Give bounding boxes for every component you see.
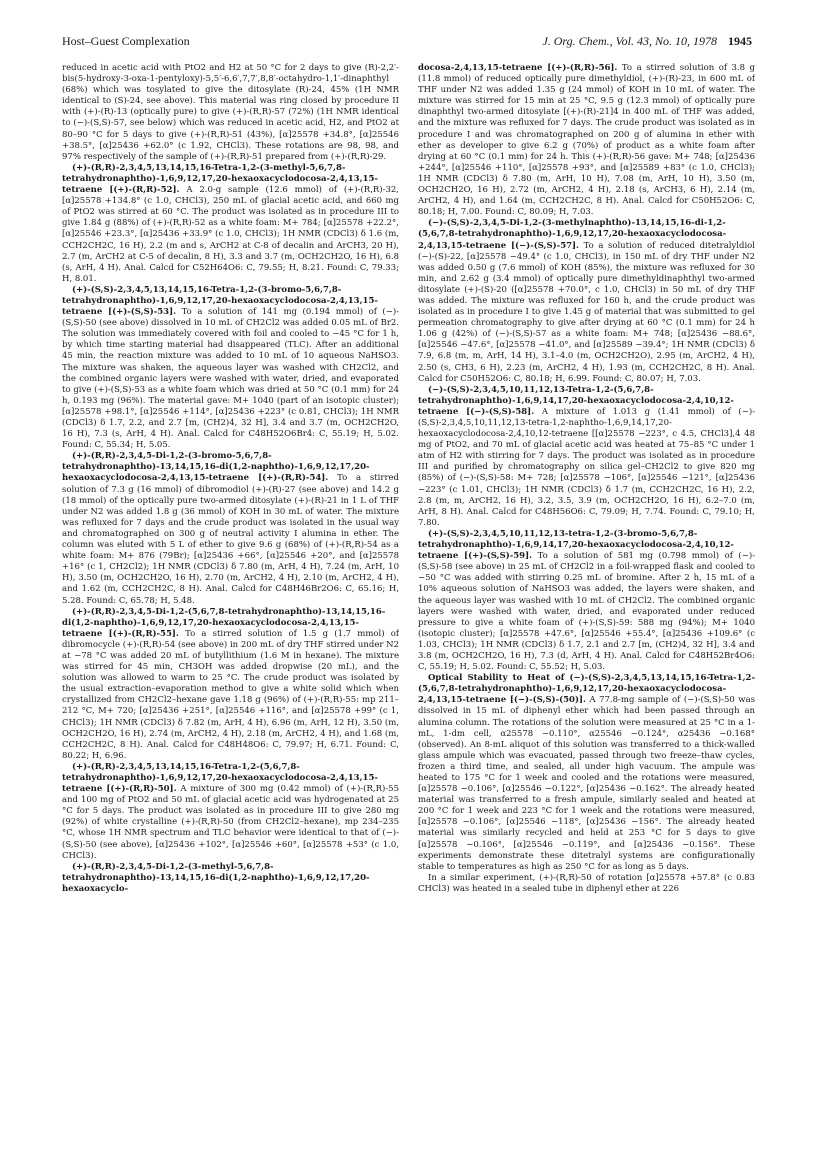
paragraph: [418, 63, 755, 218]
experimental-entry: [62, 163, 399, 285]
compound-title: (−)-(S,S)-2,3,4,5-Di-1,2-(3-methylnaphtho)-13,14,15,16-di-1,2-(5,6,7,8-tetrahydronaphtho)-1,6,9,12,17,20-hexaoxacyclodocosa-2,4,13,15-tetraene [(−)-(S,S)-57].: [418, 218, 727, 251]
experimental-entry: [418, 529, 755, 673]
experimental-entry: [62, 762, 399, 862]
compound-title: (+)-(R,R)-2,3,4,5-Di-1,2-(3-bromo-5,6,7,8-tetrahydronaphtho)-13,14,15,16-di(1,2-naphtho)-1,6,9,12,17,20-hexaoxacyclodocosa-2,4,13,15-tetraene [(+)-(R,R)-54].: [62, 451, 370, 484]
paragraph-text: A 2.0-g sample (12.6 mmol) of (+)-(R,R)-32, [α]25578 +134.8° (c 1.0, CHCl3), 250 mL of glacial acetic acid, and 660 mg of PtO2 was stirred at 60 °C. The product was isolated as in procedure III to give 1.84 g (88%) of (+)-(R,R)-52 as a white foam: M+ 784; [α]25578 +22.2°, [α]25546 +23.3°, [α]25436 +33.9° (c 1.0, CHCl3); 1H NMR (CDCl3) δ 1.6 (m, CCH2CH2C, 16 H), 2.2 (m and s, ArCH2 at C-8 of decalin and ArCH3, 20 H), 2.7 (m, ArCH2 at C-5 of decalin, 8 H), 3.3 and 3.7 (m, OCH2CH2O, 16 H), 6.8 (s, ArH, 4 H). Anal. Calcd for C52H64O6: C, 79.55; H, 8.21. Found: C, 79.33; H, 8.01.: [62, 185, 399, 284]
paragraph-text: A mixture of 1.013 g (1.41 mmol) of (−)-(S,S)-2,3,4,5,10,11,12,13-tetra-1,2-naphtho-1,6,9,14,17,20-hexaoxacyclodocosa-2,4,10,12-tetraene [[α]25578 −223°, c 4.5, CHCl3],4 48 mg of PtO2, and 70 mL of glacial acetic acid was heated at 75–85 °C under 1 atm of H2 with stirring for 7 days. The product was isolated as in procedure III and purified by chromatography on silica gel–CH2Cl2 to give 820 mg (85%) of (−)-(S,S)-58: M+ 728; [α]25578 −106°, [α]25546 −121°, [α]25436 −223° (c 1.01, CHCl3); 1H NMR (CDCl3) δ 1.7 (m, CCH2CH2C, 16 H), 2.2, 2.8 (m, m, ArCH2, 16 H), 3.2, 3.5, 3.9 (m, OCH2CH2O, 16 H), 6.2–7.0 (m, ArH, 8 H). Anal. Calcd for C48H56O6: C, 79.09; H, 7.74. Found: C, 79.10; H, 7.80.: [418, 406, 755, 528]
compound-title: (+)-(R,R)-2,3,4,5,13,14,15,16-Tetra-1,2-(5,6,7,8-tetrahydronaphtho)-1,6,9,12,17,20-hexaoxacyclodocosa-2,4,13,15-tetraene [(+)-(R,R)-50].: [62, 761, 378, 795]
running-title: Host–Guest Complexation: [62, 34, 190, 48]
compound-title: docosa-2,4,13,15-tetraene [(+)-(R,R)-56].: [418, 63, 618, 73]
paragraph-text: reduced in acetic acid with PtO2 and H2 at 50 °C for 2 days to give (R)-2,2′-bis(5-hydroxy-3-oxa-1-pentyloxy)-5,5′-6,6′,7,7′,8,8′-octahydro-1,1′-dinaphthyl (68%) which was tosylated to give the ditosylate (R)-24, 45% (1H NMR identical to (S)-24, see above). This material was ring closed by procedure II with (+)-(R)-13 (optically pure) to give (+)-(R,R)-57 (72%) (1H NMR identical to (−)-(S,S)-57, see below) which was reduced in acetic acid, H2, and PtO2 at 80–90 °C for 5 days to give (+)-(R,R)-51 (43%), [α]25578 +34.8°, [α]25546 +38.5°, [α]25436 +62.0° (c 1.92, CHCl3). These rotations are 98, 98, and 97% respectively of the sample of (+)-(R,R)-51 prepared from (+)-(R,R)-29.: [62, 63, 399, 162]
paragraph-text: To a stirred solution of 1.5 g (1.7 mmol) of dibromocycle (+)-(R,R)-54 (see above) in 200 mL of dry THF stirred under N2 at −78 °C was added 20 mL of butyllithium (1.6 M in hexane). The mixture was stirred for 45 min, CH3OH was added dropwise (20 mL), and the solution was allowed to warm to 25 °C. The crude product was isolated by the usual extraction–evaporation method to give a white solid which when crystallized from CH2Cl2–hexane gave 1.18 g (96%) of (+)-(R,R)-55: mp 211–212 °C, M+ 720; [α]25436 +251°, [α]25546 +116°, and [α]25578 +99° (c 1, CHCl3); 1H NMR (CDCl3) δ 7.82 (m, ArH, 4 H), 6.96 (m, ArH, 12 H), 3.50 (m, OCH2CH2O, 16 H), 2.74 (m, ArCH2, 4 H), 2.18 (m, ArCH2, 4 H), and 1.68 (m, CCH2CH2C, 8 H). Anal. Calcd for C48H48O6: C, 79.97; H, 6.71. Found: C, 80.22; H, 6.96.: [62, 628, 399, 761]
compound-title: (+)-(R,R)-2,3,4,5,13,14,15,16-Tetra-1,2-(3-methyl-5,6,7,8-tetrahydronaphtho)-1,6,9,12,17,20-hexaoxacyclodocosa-2,4,13,15-tetraene [(+)-(R,R)-52].: [62, 162, 378, 196]
experimental-entry: [62, 862, 399, 895]
paragraph-text: A mixture of 300 mg (0.42 mmol) of (+)-(R,R)-55 and 100 mg of PtO2 and 50 mL of glacial acetic acid was hydrogenated at 25 °C for 5 days. The product was isolated as in procedure III to give 280 mg (92%) of white crystalline (+)-(R,R)-50 (from CH2Cl2–hexane), mp 234–235 °C, whose 1H NMR spectrum and TLC behavior were identical to that of (−)-(S,S)-50 (see above), [α]25436 +102°, [α]25546 +60°, [α]25578 +53° (c 1.0, CHCl3).: [62, 784, 399, 861]
left-column: [62, 63, 399, 1148]
compound-title: (+)-(R,R)-2,3,4,5-Di-1,2-(5,6,7,8-tetrahydronaphtho)-13,14,15,16-di(1,2-naphtho)-1,6,9,12,17,20-hexaoxacyclodocosa-2,4,13,15-tetraene [(+)-(R,R)-55].: [62, 606, 386, 639]
experimental-entry: [62, 285, 399, 451]
experimental-entry: [418, 385, 755, 529]
paragraph: [62, 63, 399, 163]
compound-title: (+)-(R,R)-2,3,4,5-Di-1,2-(3-methyl-5,6,7,8-tetrahydronaphtho)-13,14,15,16-di(1,2-naphtho)-1,6,9,12,17,20-hexaoxacyclo-: [62, 861, 370, 894]
paragraph-text: To a stirred solution of 7.3 g (16 mmol) of dibromodiol (+)-(R)-27 (see above) and 14.2 g (18 mmol) of the optically pure two-armed ditosylate (+)-(R)-21 in 1 L of THF under N2 was added 1.8 g (36 mmol) of KOH in 30 mL of water. The mixture was refluxed for 7 days and the crude product was isolated in the usual way and chromatographed on 300 g of neutral activity I alumina in ether. The column was eluted with 5 L of ether to give 9.6 g (68%) of (+)-(R,R)-54 as a white foam: M+ 876 (79Br); [α]25436 +66°, [α]25546 +20°, and [α]25578 +16° (c 1, CH2Cl2); 1H NMR (CDCl3) δ 7.80 (m, ArH, 4 H), 7.24 (m, ArH, 10 H), 3.50 (m, OCH2CH2O, 16 H), 2.70 (m, ArCH2, 4 H), 2.10 (m, ArCH2, 4 H), and 1.62 (m, CCH2CH2C, 8 H). Anal. Calcd for C48H46Br2O6: C, 65.16; H, 5.28. Found: C, 65.78; H, 5.48.: [62, 473, 399, 606]
compound-title: Optical Stability to Heat of (−)-(S,S)-2,3,4,5,13,14,15,16-Tetra-1,2-(5,6,7,8-tetrahydronaphtho)-1,6,9,12,17,20-hexaoxacyclodocosa-2,4,13,15-tetraene [(−)-(S,S)-(50)].: [418, 673, 755, 706]
compound-title: (−)-(S,S)-2,3,4,5,10,11,12,13-Tetra-1,2-(5,6,7,8-tetrahydronaphtho)-1,6,9,14,17,20-hexaoxacyclodocosa-2,4,10,12-tetraene [(−)-(S,S)-58].: [418, 384, 734, 417]
journal-name: J. Org. Chem., Vol. 43, No. 10, 1978: [542, 34, 717, 48]
page-number: 1945: [728, 34, 752, 48]
experimental-entry: [418, 673, 755, 873]
experimental-entry: [62, 451, 399, 606]
compound-title: (+)-(S,S)-2,3,4,5,10,11,12,13-tetra-1,2-(3-bromo-5,6,7,8-tetrahydronaphtho)-1,6,9,14,17,20-hexaoxacyclodocosa-2,4,10,12-tetraene [(+)-(S,S)-59].: [418, 528, 734, 562]
paragraph-text: A 77.8-mg sample of (−)-(S,S)-50 was dissolved in 15 mL of diphenyl ether which had been passed through an alumina column. The rotations of the solution were measured at 25 °C in a 1-mL, 1-dm cell, α25578 −0.110°, α25546 −0.124°, α25436 −0.168° (observed). An 8-mL aliquot of this solution was transferred to a thick-walled glass ampule which was evacuated, passed through two freeze–thaw cycles, frozen a third time, and sealed, all under high vacuum. The ampule was heated to 175 °C for 1 week and cooled and the rotations were measured, [α]25578 −0.106°, [α]25546 −0.122°, [α]25436 −0.162°. The already heated material was transferred to a fresh ampule, similarly sealed and heated at 200 °C for 1 week and 223 °C for 1 week and the rotations were measured, [α]25578 −0.106°, [α]25546 −118°, [α]25436 −156°. The already heated material was similarly recycled and held at 253 °C for 5 days to give [α]25578 −0.106°, [α]25546 −0.119°, and [α]25436 −0.156°. These experiments demonstrate these ditetralyl systems are configurationally stable to temperatures as high as 250 °C for as long as 5 days.: [418, 695, 755, 872]
journal-citation: [542, 34, 752, 49]
right-column: [418, 63, 755, 1148]
compound-title: (+)-(S,S)-2,3,4,5,13,14,15,16-Tetra-1,2-(3-bromo-5,6,7,8-tetrahydronaphtho)-1,6,9,12,17,20-hexaoxacyclodocosa-2,4,13,15-tetraene [(+)-(S,S)-53].: [62, 284, 378, 318]
paragraph-text: In a similar experiment, (+)-(R,R)-50 of rotation [α]25578 +57.8° (c 0.83 CHCl3) was heated in a sealed tube in diphenyl ether at 226: [418, 872, 755, 894]
paragraph-text: To a solution of 581 mg (0.798 mmol) of (−)-(S,S)-58 (see above) in 25 mL of CH2Cl2 in a foil-wrapped flask and cooled to −50 °C was added with stirring 0.25 mL of bromine. After 2 h, 15 mL of a 10% aqueous solution of NaHSO3 was added, the layers were shaken, and the aqueous layer was washed with 10 mL of CH2Cl2. The combined organic layers were washed with water, dried, and evaporated under reduced pressure to give a white foam of (+)-(S,S)-59: 588 mg (94%); M+ 1040 (isotopic cluster); [α]25578 +47.6°, [α]25546 +55.4°, [α]25436 +109.6° (c 1.03, CHCl3); 1H NMR (CDCl3) δ 1.7, 2.1 and 2.7 [m, (CH2)4, 32 H], 3.4 and 3.8 (m, OCH2CH2O, 16 H), 7.3 (d, ArH, 4 H). Anal. Calcd for C48H52Br4O6: C, 55.19; H, 5.02. Found: C, 55.52; H, 5.03.: [418, 551, 755, 673]
experimental-entry: [418, 218, 755, 384]
running-header: [62, 34, 752, 50]
paragraph-text: To a stirred solution of 3.8 g (11.8 mmol) of reduced optically pure dimethyldiol, (+)-(R)-23, in 600 mL of THF under N2 was added 1.35 g (24 mmol) of KOH in 10 mL of water. The mixture was stirred for 15 min at 25 °C, 9.5 g (12.3 mmol) of optically pure dinaphthyl two-armed ditosylate [(+)-(R)-21]4 in 400 mL of THF was added, and the mixture was refluxed for 7 days. The crude product was isolated as in procedure I and was chromatographed on 200 g of alumina in ether with ether as developer to give 6.2 g (70%) of product as a white foam after drying at 60 °C (0.1 mm) for 24 h. This (+)-(R,R)-56 gave: M+ 748; [α]25436 +244°, [α]25546 +110°, [α]25578 +93°, and [α]25589 +83° (c 1.0, CHCl3); 1H NMR (CDCl3) δ 7.80 (m, ArH, 10 H), 7.08 (m, ArH, 10 H), 3.50 (m, OCH2CH2O, 16 H), 2.72 (m, ArCH2, 4 H), 2.18 (s, ArCH3, 6 H), 2.14 (m, ArCH2, 4 H), and 1.64 (m, CCH2CH2C, 8 H). Anal. Calcd for C50H52O6: C, 80.18; H, 7.00. Found: C, 80.09; H, 7.03.: [418, 63, 755, 218]
paragraph-text: To a solution of 141 mg (0.194 mmol) of (−)-(S,S)-50 (see above) dissolved in 10 mL of CH2Cl2 was added 0.05 mL of Br2. The solution was immediately covered with foil and cooled to −45 °C for 1 h, by which time starting material had disappeared (TLC). After an additional 45 min, the reaction mixture was added to 10 mL of 10 aqueous NaHSO3. The mixture was shaken, the aqueous layer was washed with CH2Cl2, and the combined organic layers were washed with water, dried, and evaporated to give (+)-(S,S)-53 as a white foam which was dried at 50 °C (0.1 mm) for 24 h, 0.193 mg (96%). The material gave: M+ 1040 (part of an isotopic cluster); [α]25578 +98.1°, [α]25546 +114°, [α]25436 +223° (c 0.81, CHCl3); 1H NMR (CDCl3) δ 1.7, 2.2, and 2.7 [m, (CH2)4, 32 H], 3.4 and 3.7 (m, OCH2CH2O, 16 H), 7.3 (s, ArH, 4 H). Anal. Calcd for C48H52O6Br4: C, 55.19; H, 5.02. Found: C, 55.34; H, 5.05.: [62, 307, 399, 451]
paragraph: [418, 873, 755, 895]
paragraph-text: To a solution of reduced ditetralyldiol (−)-(S)-22, [α]25578 −49.4° (c 1.0, CHCl3), in 150 mL of dry THF under N2 was added 0.50 g (7.6 mmol) of KOH (85%), the mixture was refluxed for 30 min, and 2.62 g (3.4 mmol) of optically pure dimethyldinaphthyl two-armed ditosylate (+)-(S)-20 ([α]25578 +70.0°, c 1.0, CHCl3) in 50 mL of dry THF was added. The mixture was refluxed for 160 h, and the crude product was isolated as in procedure I to give 1.45 g of material that was submitted to gel permeation chromatography to give after drying at 60 °C (0.1 mm) for 24 h 1.06 g (42%) of (−)-(S,S)-57 as a white foam: M+ 748; [α]25436 −88.6°, [α]25546 −47.6°, [α]25578 −41.0°, and [α]25589 −39.4°; 1H NMR (CDCl3) δ 7.9, 6.8 (m, m, ArH, 14 H), 3.1–4.0 (m, OCH2CH2O), 2.95 (m, ArCH2, 4 H), 2.50 (s, CH3, 6 H), 2.23 (m, ArCH2, 4 H), 1.93 (m, CCH2CH2C, 8 H). Anal. Calcd for C50H52O6: C, 80.18; H, 6.99. Found: C, 80.07; H, 7.03.: [418, 240, 755, 384]
experimental-entry: [62, 607, 399, 762]
